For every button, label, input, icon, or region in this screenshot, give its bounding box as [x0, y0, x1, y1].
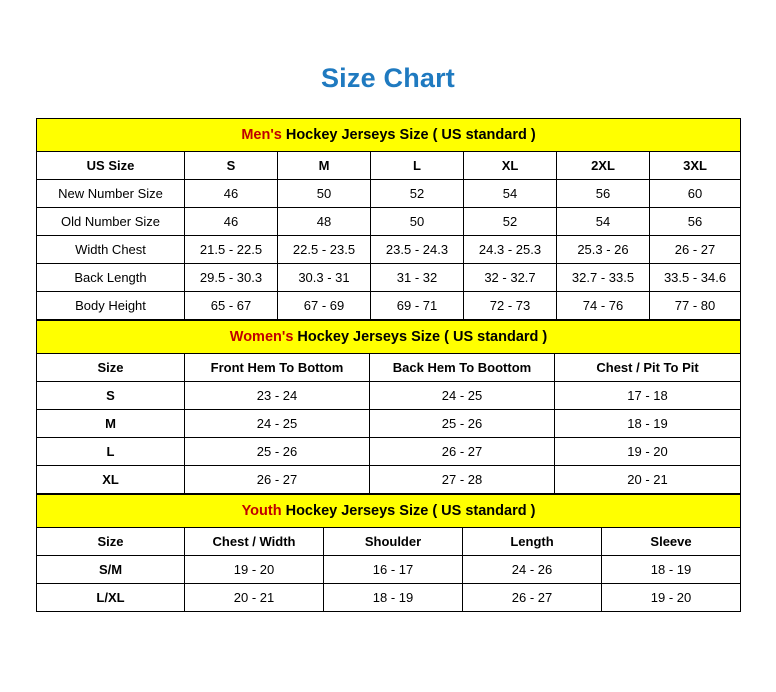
youth-banner-accent: Youth — [241, 503, 282, 519]
table-cell: 24.3 - 25.3 — [464, 236, 557, 264]
table-cell: 26 - 27 — [650, 236, 741, 264]
table-cell: 26 - 27 — [370, 438, 555, 466]
youth-banner-cell — [37, 495, 741, 528]
table-cell: 29.5 - 30.3 — [185, 264, 278, 292]
womens-banner-accent: Women's — [229, 329, 294, 345]
table-cell: 23.5 - 24.3 — [371, 236, 464, 264]
table-cell: 60 — [650, 180, 741, 208]
table-cell: 23 - 24 — [185, 382, 370, 410]
column-header: Chest / Pit To Pit — [555, 354, 741, 382]
table-row — [37, 292, 741, 320]
column-header: L — [371, 152, 464, 180]
table-cell: 56 — [650, 208, 741, 236]
table-cell: 52 — [371, 180, 464, 208]
table-banner-row — [37, 119, 741, 152]
table-cell: 33.5 - 34.6 — [650, 264, 741, 292]
column-header: Sleeve — [602, 528, 741, 556]
row-label: Body Height — [37, 292, 185, 320]
table-row — [37, 438, 741, 466]
table-cell: 32 - 32.7 — [464, 264, 557, 292]
table-cell: 24 - 26 — [463, 556, 602, 584]
mens-banner-accent: Men's — [241, 127, 282, 143]
table-cell: 18 - 19 — [602, 556, 741, 584]
column-header: US Size — [37, 152, 185, 180]
table-row — [37, 556, 741, 584]
table-cell: 20 - 21 — [555, 466, 741, 494]
table-cell: 18 - 19 — [555, 410, 741, 438]
table-cell: 72 - 73 — [464, 292, 557, 320]
page-title: Size Chart — [320, 63, 456, 93]
column-header: Chest / Width — [185, 528, 324, 556]
column-header: Size — [37, 528, 185, 556]
womens-banner-cell — [37, 321, 741, 354]
table-cell: 19 - 20 — [185, 556, 324, 584]
table-cell: 65 - 67 — [185, 292, 278, 320]
table-cell: 26 - 27 — [185, 466, 370, 494]
table-cell: 67 - 69 — [278, 292, 371, 320]
table-cell: 46 — [185, 208, 278, 236]
mens-banner-cell — [37, 119, 741, 152]
table-row — [37, 180, 741, 208]
table-row — [37, 208, 741, 236]
womens-banner-rest: Hockey Jerseys Size ( US standard ) — [293, 329, 548, 345]
row-label: S/M — [37, 556, 185, 584]
table-cell: 27 - 28 — [370, 466, 555, 494]
table-cell: 25 - 26 — [185, 438, 370, 466]
row-label: Old Number Size — [37, 208, 185, 236]
column-header: Back Hem To Boottom — [370, 354, 555, 382]
table-cell: 31 - 32 — [371, 264, 464, 292]
table-cell: 56 — [557, 180, 650, 208]
column-header: S — [185, 152, 278, 180]
youth-size-table — [36, 494, 741, 612]
table-cell: 18 - 19 — [324, 584, 463, 612]
table-cell: 22.5 - 23.5 — [278, 236, 371, 264]
table-cell: 32.7 - 33.5 — [557, 264, 650, 292]
table-header-row — [37, 528, 741, 556]
table-banner-row — [37, 495, 741, 528]
table-cell: 21.5 - 22.5 — [185, 236, 278, 264]
column-header: Front Hem To Bottom — [185, 354, 370, 382]
row-label: L/XL — [37, 584, 185, 612]
table-cell: 24 - 25 — [185, 410, 370, 438]
row-label: M — [37, 410, 185, 438]
womens-size-table — [36, 320, 741, 494]
column-header: Shoulder — [324, 528, 463, 556]
table-cell: 24 - 25 — [370, 382, 555, 410]
table-cell: 48 — [278, 208, 371, 236]
row-label: Back Length — [37, 264, 185, 292]
table-row — [37, 466, 741, 494]
row-label: S — [37, 382, 185, 410]
column-header: Length — [463, 528, 602, 556]
table-header-row — [37, 152, 741, 180]
table-cell: 25.3 - 26 — [557, 236, 650, 264]
column-header: 3XL — [650, 152, 741, 180]
table-row — [37, 584, 741, 612]
table-cell: 17 - 18 — [555, 382, 741, 410]
table-row — [37, 236, 741, 264]
table-cell: 50 — [278, 180, 371, 208]
table-cell: 77 - 80 — [650, 292, 741, 320]
table-cell: 74 - 76 — [557, 292, 650, 320]
youth-banner-rest: Hockey Jerseys Size ( US standard ) — [281, 503, 536, 519]
row-label: XL — [37, 466, 185, 494]
table-header-row — [37, 354, 741, 382]
size-tables-container — [36, 118, 740, 612]
table-cell: 46 — [185, 180, 278, 208]
column-header: Size — [37, 354, 185, 382]
table-cell: 52 — [464, 208, 557, 236]
table-cell: 26 - 27 — [463, 584, 602, 612]
table-row — [37, 382, 741, 410]
table-cell: 54 — [464, 180, 557, 208]
column-header: M — [278, 152, 371, 180]
table-cell: 20 - 21 — [185, 584, 324, 612]
table-banner-row — [37, 321, 741, 354]
table-cell: 19 - 20 — [555, 438, 741, 466]
table-cell: 30.3 - 31 — [278, 264, 371, 292]
mens-size-table — [36, 118, 741, 320]
table-cell: 16 - 17 — [324, 556, 463, 584]
mens-banner-rest: Hockey Jerseys Size ( US standard ) — [281, 127, 536, 143]
column-header: XL — [464, 152, 557, 180]
table-cell: 50 — [371, 208, 464, 236]
table-cell: 19 - 20 — [602, 584, 741, 612]
table-row — [37, 410, 741, 438]
table-cell: 54 — [557, 208, 650, 236]
row-label: New Number Size — [37, 180, 185, 208]
row-label: Width Chest — [37, 236, 185, 264]
table-row — [37, 264, 741, 292]
column-header: 2XL — [557, 152, 650, 180]
table-cell: 69 - 71 — [371, 292, 464, 320]
table-cell: 25 - 26 — [370, 410, 555, 438]
row-label: L — [37, 438, 185, 466]
